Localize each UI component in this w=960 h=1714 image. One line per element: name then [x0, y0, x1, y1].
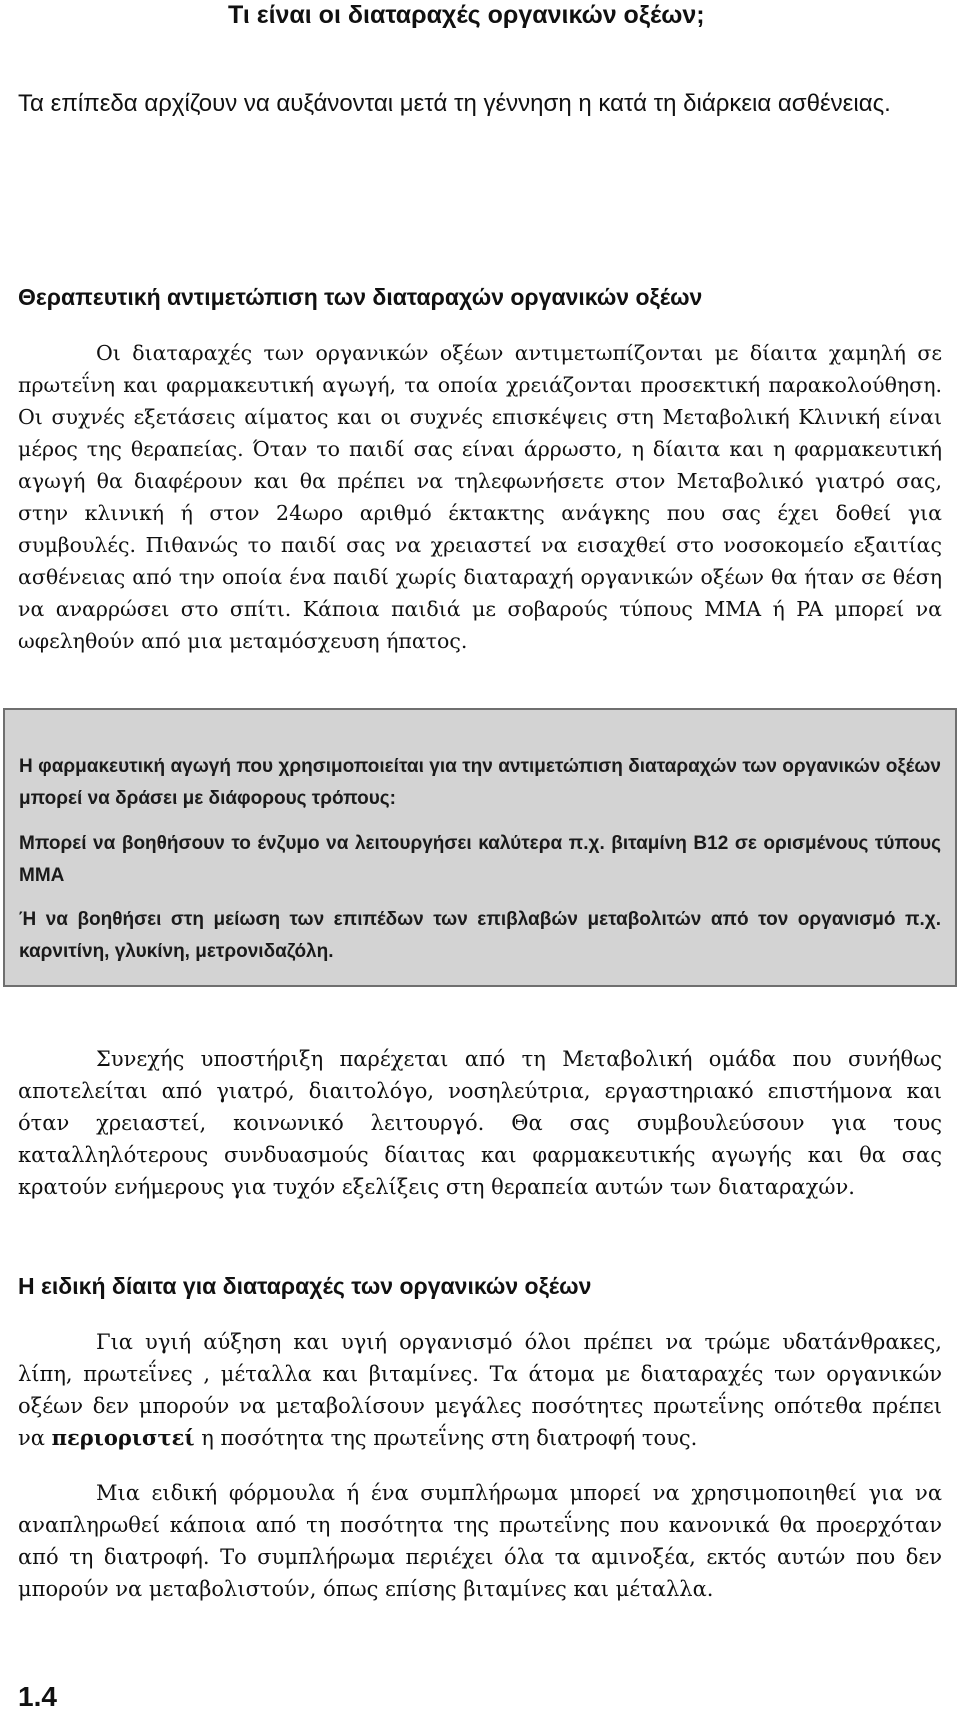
medication-box-intro: Η φαρμακευτική αγωγή που χρησιμοποιείται για την αντιμετώπιση διαταραχών των οργανικών οξέων μπορεί να δράσει με διάφορους τρόπους:	[19, 756, 941, 809]
support-paragraph: Συνεχής υποστήριξη παρέχεται από τη Μεταβολική ομάδα που συνήθως αποτελείται από γιατρό, διαιτολόγο, νοσηλεύτρια, εργαστηριακό επιστήμονα και όταν χρειαστεί, κοινωνικό λειτουργό. Θα σας συμβουλεύσουν για τους καταλληλότερους συνδυασμούς δίαιτας και φαρμακευτικής αγωγής και θα σας κρατούν ενήμερους για τυχόν εξελίξεις στη θεραπεία αυτών των διαταραχών.	[18, 1047, 942, 1199]
treatment-heading: Θεραπευτική αντιμετώπιση των διαταραχών οργανικών οξέων	[18, 284, 703, 310]
diet-paragraph-1	[18, 1326, 942, 1454]
diet-paragraph-1-text: Για υγιή αύξηση και υγιή οργανισμό όλοι πρέπει να τρώμε υδατάνθρακες, λίπη, πρωτεΐνες , μέταλλα και βιταμίνες. Τα άτομα με διαταραχές των οργανικών οξέων δεν μπορούν να μεταβολίσουν μεγάλες ποσότητες πρωτεΐνης οπότεθα πρέπει να	[18, 1330, 942, 1450]
medication-box-item-enzyme: Μπορεί να βοηθήσουν το ένζυμο να λειτουργήσει καλύτερα π.χ. βιταμίνη Β12 σε ορισμένους τύπους ΜΜΑ	[19, 833, 941, 886]
diet-paragraph-2: Μια ειδική φόρμουλα ή ένα συμπλήρωμα μπορεί να χρησιμοποιηθεί για να αναπληρωθεί κάποια από τη ποσότητα της πρωτεΐνης που κανονικά θα προερχόταν από τη διατροφή. Το συμπλήρωμα περιέχει όλα τα αμινοξέα, εκτός αυτών που δεν μπορούν να μεταβολιστούν, όπως επίσης βιταμίνες και μέταλλα.	[18, 1481, 942, 1601]
diet-paragraph-1-text-end: η ποσότητα της πρωτεΐνης στη διατροφή τους.	[194, 1426, 698, 1450]
page-number: 1.4	[18, 1681, 57, 1712]
treatment-paragraph: Οι διαταραχές των οργανικών οξέων αντιμετωπίζονται με δίαιτα χαμηλή σε πρωτεΐνη και φαρμακευτική αγωγή, τα οποία χρειάζονται προσεκτική παρακολούθηση. Οι συχνές εξετάσεις αίματος και οι συχνές επισκέψεις στη Μεταβολική Κλινική είναι μέρος της θεραπείας. Όταν το παιδί σας είναι άρρωστο, η δίαιτα και η φαρμακευτική αγωγή θα διαφέρουν και θα πρέπει να τηλεφωνήσετε στον Μεταβολικό γιατρό σας, στην κλινική ή στον 24ωρο αριθμό έκτακτης ανάγκης που σας έχει δοθεί για συμβουλές. Πιθανώς το παιδί σας να χρειαστεί να εισαχθεί στο νοσοκομείο εξαιτίας ασθένειας από την οποία ένα παιδί χωρίς διαταραχή οργανικών οξέων θα ήταν σε θέση να αναρρώσει στο σπίτι. Κάποια παιδιά με σοβαρούς τύπους ΜΜΑ ή PA μπορεί να ωφεληθούν από μια μεταμόσχευση ήπατος.	[18, 341, 942, 653]
medication-info-box	[3, 708, 957, 987]
medication-box-item-metabolites: Ή να βοηθήσει στη μείωση των επιπέδων των επιβλαβών μεταβολιτών από τον οργανισμό π.χ. καρνιτίνη, γλυκίνη, μετρονιδαζόλη.	[19, 909, 941, 962]
diet-heading: Η ειδική δίαιτα για διαταραχές των οργανικών οξέων	[18, 1273, 592, 1299]
intro-paragraph: Τα επίπεδα αρχίζουν να αυξάνονται μετά τη γέννηση η κατά τη διάρκεια ασθένειας.	[18, 90, 891, 117]
page-title: Τι είναι οι διαταραχές οργανικών οξέων;	[228, 1, 705, 29]
diet-paragraph-1-emphasis: περιοριστεί	[51, 1425, 195, 1450]
